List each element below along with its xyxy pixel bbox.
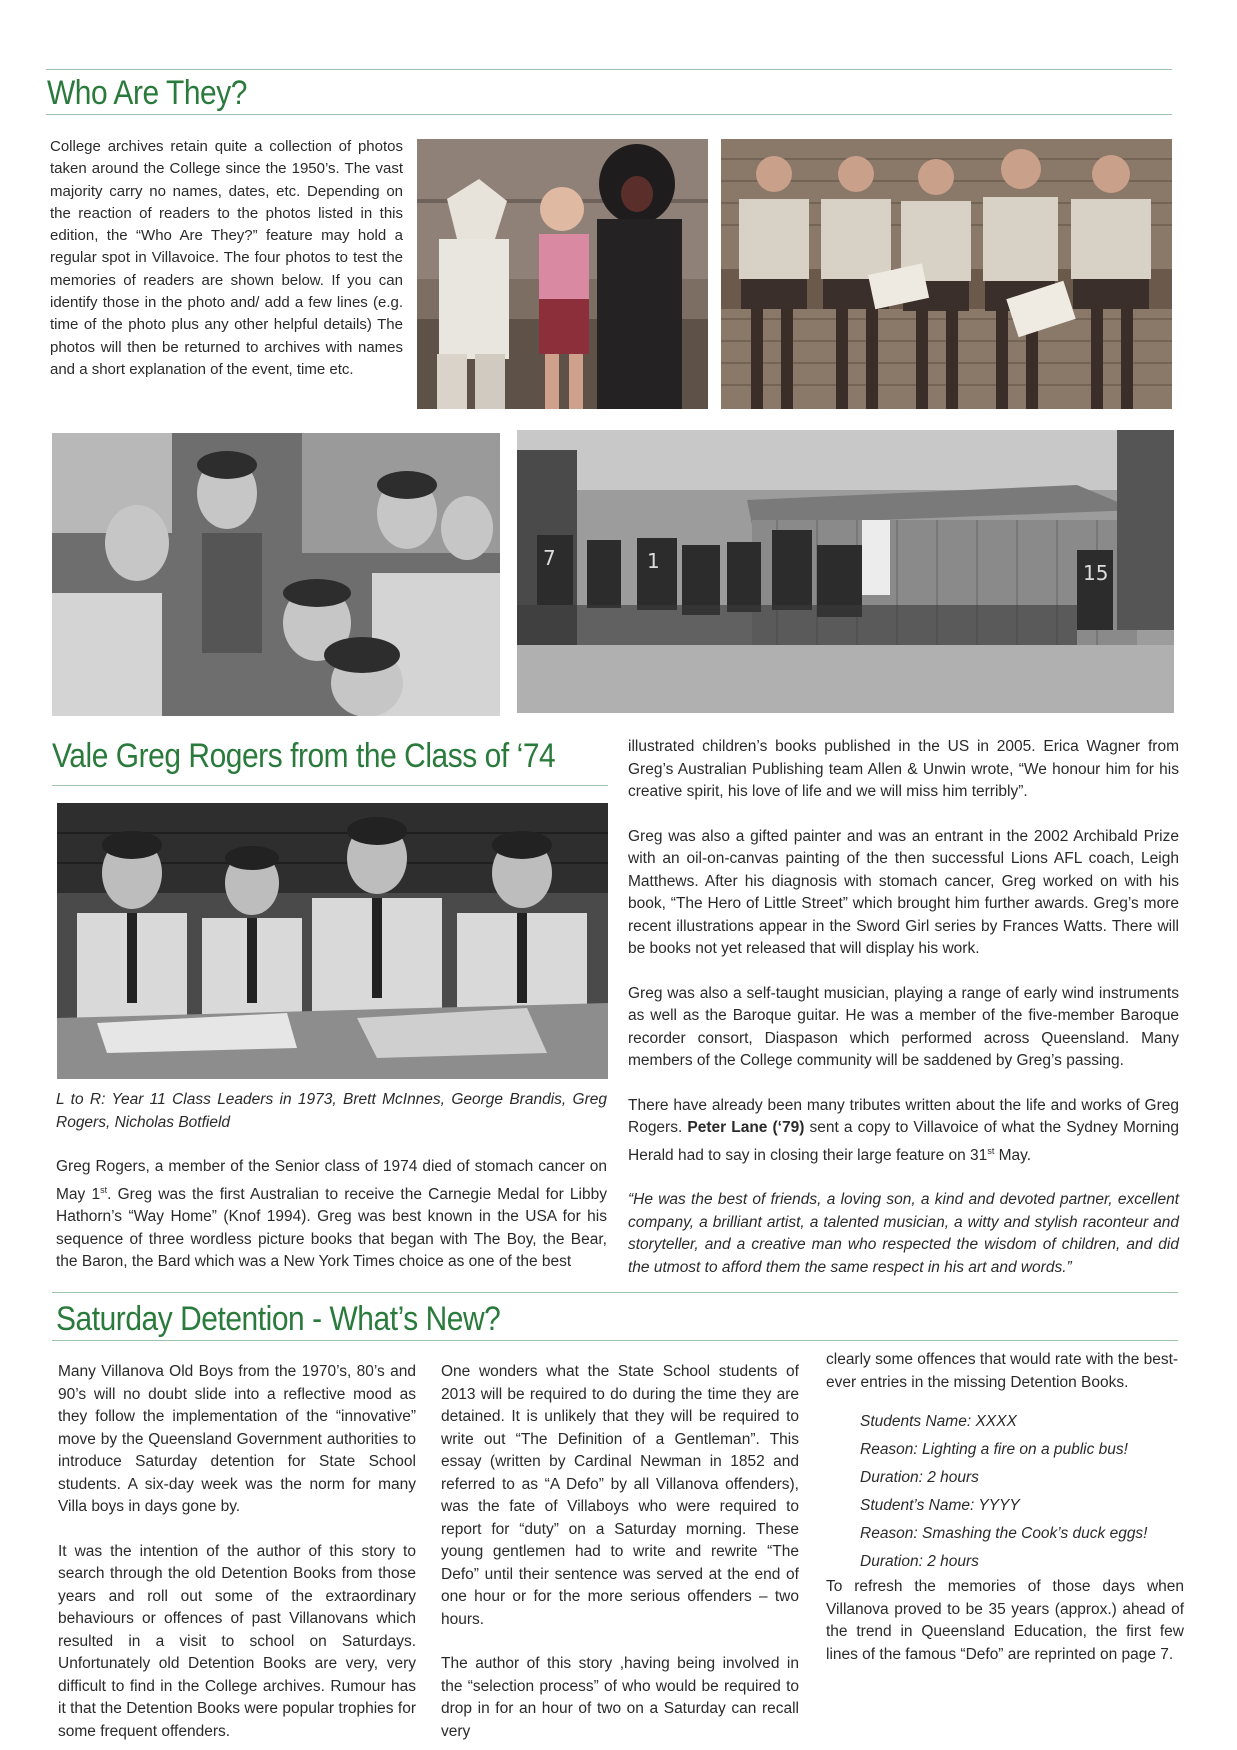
entry-duration-2: Duration: 2 hours	[860, 1553, 979, 1570]
svg-text:15: 15	[1083, 561, 1109, 585]
detention-column-1	[58, 1361, 416, 1743]
detention-c2-paragraph-2: The author of this story ,having being involved in the “selection process” of who would be required to drop in for an hour of two on a Saturday can recall very	[441, 1655, 799, 1740]
detention-c2-paragraph-1: One wonders what the State School students of 2013 will be required to do during the time they are detained. It is unlikely that they will be required to write out “The Definition of a Gentleman”. This essay (written by Cardinal Newman in 1852 and referred to as “A Defo” by all Villanova offenders), was the fate of Villaboys who were required to report for “duty” on a Saturday morning. These young gentlemen had to write and rewrite “The Defo” until their sentence was served at the end of one hour or for the more serious offenders – two hours.	[441, 1363, 799, 1628]
smh-quote: “He was the best of friends, a loving son, a kind and devoted partner, excellent company, a brilliant artist, a talented musician, a witty and stylish raconteur and storyteller, and a creative man who respected the wisdom of children, and did the utmost to afford them the same respect in his art and words.”	[628, 1191, 1179, 1276]
vale-paragraph-5: There have already been many tributes written about the life and works of Greg Rogers. Peter Lane (‘79) sent a copy to Villavoice of what the Sydney Morning Herald had to say in closing their large feature on 31st May.	[628, 1096, 1179, 1164]
vale-paragraph-4: Greg was also a self-taught musician, playing a range of early wind instruments as well as the Baroque guitar. He was a member of the five-member Baroque recorder consort, Diaspason which performed across Queensland. Many members of the College community will be saddened by Greg’s passing.	[628, 984, 1179, 1069]
detention-title-rule	[52, 1340, 1178, 1341]
detention-top-rule	[52, 1292, 1178, 1293]
top-rule	[46, 69, 1172, 70]
entry-student-1: Students Name: XXXX	[860, 1413, 1017, 1430]
who-are-they-title: Who Are They?	[47, 74, 247, 112]
photo-group-of-boys	[52, 433, 500, 716]
detention-column-3	[826, 1349, 1184, 1666]
entry-student-2: Student’s Name: YYYY	[860, 1497, 1020, 1514]
svg-text:7: 7	[543, 546, 556, 570]
svg-text:1: 1	[647, 549, 660, 573]
detention-column-2	[441, 1361, 799, 1743]
vale-right-text	[628, 736, 1179, 1279]
photo-costumes	[417, 139, 708, 409]
detention-c1-paragraph-2: It was the intention of the author of this story to search through the old Detention Books from those years and roll out some of the extraordinary behaviours or offences of past Villanovans which resulted in a visit to school on Saturdays. Unfortunately old Detention Books are very, very difficult to find in the College archives. Rumour has it that the Detention Books were popular trophies for some frequent offenders.	[58, 1542, 416, 1740]
photo-football-match	[517, 430, 1174, 713]
entry-reason-1: Reason: Lighting a fire on a public bus!	[860, 1441, 1128, 1458]
vale-title-rule	[52, 785, 608, 786]
vale-left-text	[56, 1089, 607, 1274]
detention-c3-paragraph-2: To refresh the memories of those days when Villanova proved to be 35 years (approx.) ahead of the trend in Queensland Education, the first few lines of the famous “Defo” are reprinted on page 7.	[826, 1578, 1184, 1663]
vale-paragraph-3: Greg was also a gifted painter and was an entrant in the 2002 Archibald Prize with an oil-on-canvas painting of the then successful Lions AFL coach, Leigh Matthews. After his diagnosis with stomach cancer, Greg worked on with his book, “The Hero of Little Street” which brought him further awards. Greg’s more recent illustrations appear in the Sword Girl series by Frances Watts. There will be books not yet released that will display his work.	[628, 827, 1179, 957]
photo-caption: L to R: Year 11 Class Leaders in 1973, Brett McInnes, George Brandis, Greg Rogers, Nicholas Botfield	[56, 1091, 607, 1131]
detention-c1-paragraph-1: Many Villanova Old Boys from the 1970’s, 80’s and 90’s will no doubt slide into a reflective mood as they follow the implementation of the “innovative” move by the Queensland Government authorities to introduce Saturday detention for State School students. A six-day week was the norm for many Villa boys in days gone by.	[58, 1363, 416, 1515]
entry-reason-2: Reason: Smashing the Cook’s duck eggs!	[860, 1525, 1148, 1542]
saturday-detention-title: Saturday Detention - What’s New?	[56, 1300, 501, 1338]
photo-boys-on-wall	[721, 139, 1172, 409]
vale-paragraph-2: illustrated children’s books published in the US in 2005. Erica Wagner from Greg’s Australian Publishing team Allen & Unwin wrote, “We honour him for his creative spirit, his love of life and we will miss him terribly”.	[628, 738, 1179, 800]
who-title-rule	[46, 114, 1172, 115]
detention-c3-paragraph-1: clearly some offences that would rate with the best-ever entries in the missing Detention Books.	[826, 1351, 1179, 1391]
who-intro-text: College archives retain quite a collection of photos taken around the College since the 1950’s. The vast majority carry no names, dates, etc. Depending on the reaction of readers to the photos listed in this edition, the “Who Are They?” feature may hold a regular spot in Villavoice. The four photos to test the memories of readers are shown below. If you can identify those in the photo and/ add a few lines (e.g. time of the photo plus any other helpful details) The photos will then be returned to archives with names and a short explanation of the event, time etc.	[50, 138, 403, 378]
photo-class-leaders-1973	[57, 803, 608, 1079]
entry-duration-1: Duration: 2 hours	[860, 1469, 979, 1486]
vale-greg-rogers-title: Vale Greg Rogers from the Class of ‘74	[52, 737, 556, 775]
vale-paragraph-1: Greg Rogers, a member of the Senior class of 1974 died of stomach cancer on May 1st. Greg was the first Australian to receive the Carnegie Medal for Libby Hathorn’s “Way Home” (Knof 1994). Greg was best known in the USA for his sequence of three wordless picture books that began with The Boy, the Bear, the Baron, the Bard which was a New York Times choice as one of the best	[56, 1158, 607, 1271]
